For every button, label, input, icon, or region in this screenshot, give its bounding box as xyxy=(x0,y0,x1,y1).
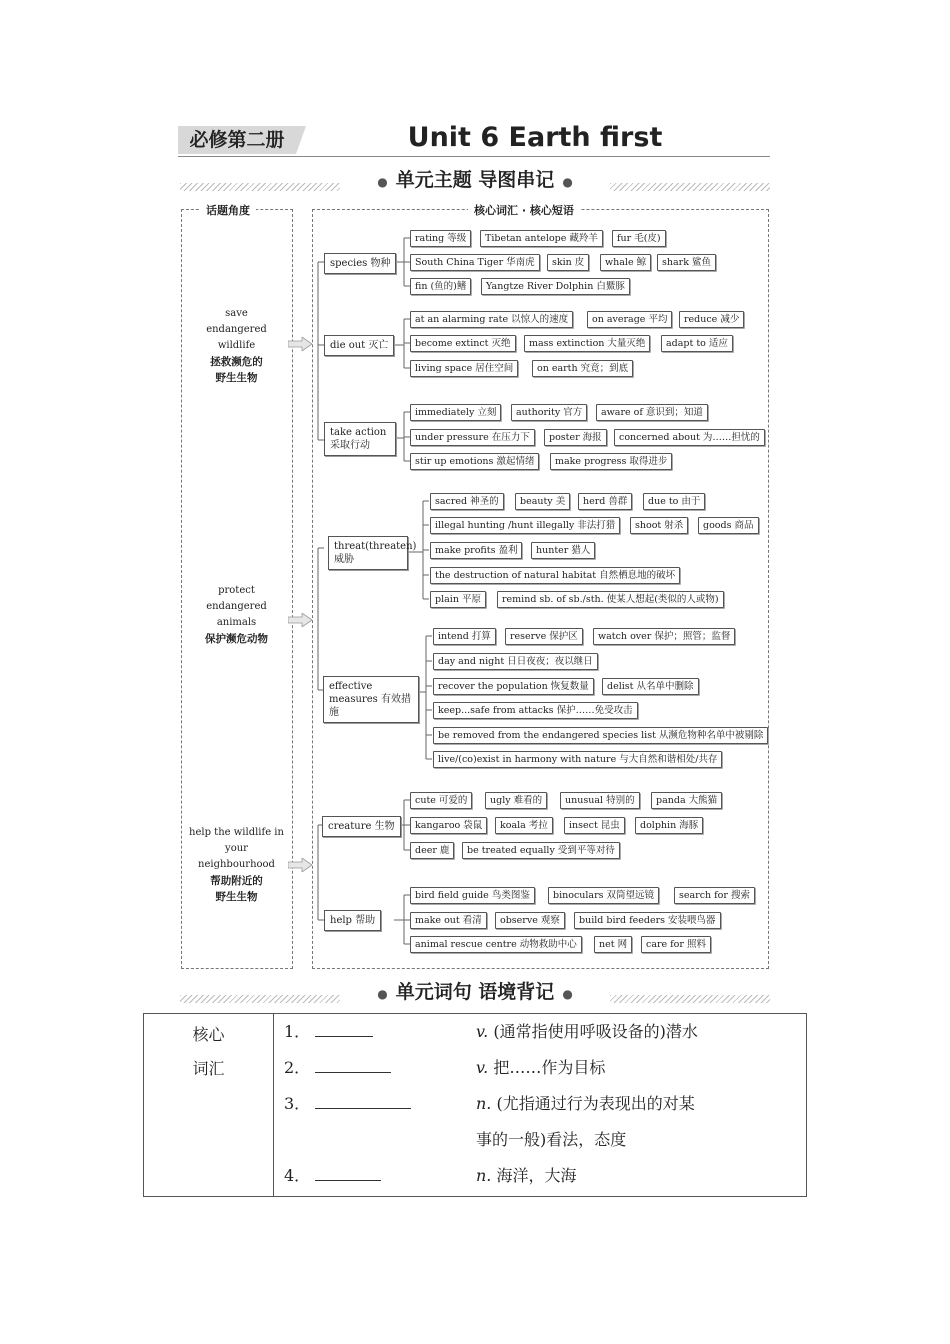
vocab-chip: on average 平均 xyxy=(587,311,672,328)
topic-en: help the wildlife in your neighbourhood xyxy=(189,827,284,870)
vocab-chip: search for 搜索 xyxy=(674,887,755,904)
vocab-chip: make progress 取得进步 xyxy=(550,453,672,470)
vocab-chip: build bird feeders 安装喂鸟器 xyxy=(574,912,721,929)
vocab-definition: v. (通常指使用呼吸设备的)潜水 xyxy=(476,1022,698,1041)
vocab-chip: shark 鲨鱼 xyxy=(657,254,716,271)
category-species: species 物种 xyxy=(324,253,396,274)
vocab-definition: 事的一般)看法，态度 xyxy=(476,1130,627,1149)
vocab-chip: keep...safe from attacks 保护……免受攻击 xyxy=(433,702,638,719)
vocab-chip: authority 官方 xyxy=(511,404,587,421)
vocab-chip: make out 看清 xyxy=(410,912,487,929)
vocab-chip: plain 平原 xyxy=(430,591,486,608)
book-volume-tag: 必修第二册 xyxy=(178,126,296,154)
vocab-chip: rating 等级 xyxy=(410,230,471,247)
vocab-chip: sacred 神圣的 xyxy=(430,493,504,510)
vocab-item xyxy=(274,1050,806,1086)
vocab-chip: intend 打算 xyxy=(433,628,496,645)
topic-angle-label: 话题角度 xyxy=(200,202,256,218)
vocab-chip: at an alarming rate 以惊人的速度 xyxy=(410,311,573,328)
section1-title: ● 单元主题 导图串记 ● xyxy=(340,168,610,192)
vocab-chip: recover the population 恢复数量 xyxy=(433,678,594,695)
vocab-chip: live/(co)exist in harmony with nature 与大自然和谐相处/共存 xyxy=(433,751,722,768)
vocab-chip: herd 兽群 xyxy=(578,493,632,510)
vocab-chip: due to 由于 xyxy=(643,493,705,510)
topic-en: save endangered wildlife xyxy=(206,308,267,351)
vocab-item xyxy=(274,1158,806,1194)
topic-en: protect endangered animals xyxy=(206,585,267,628)
vocab-header-cell xyxy=(144,1014,274,1197)
category-effective-measures: effective measures 有效措施 xyxy=(323,676,419,723)
section2-title: ● 单元词句 语境背记 ● xyxy=(340,980,610,1004)
vocab-chip: ugly 难看的 xyxy=(485,792,547,809)
vocab-header-line2: 词汇 xyxy=(192,1059,225,1078)
vocab-chip: net 网 xyxy=(594,936,632,953)
answer-blank[interactable] xyxy=(315,1090,411,1109)
vocab-chip: fur 毛(皮) xyxy=(612,230,666,247)
vocab-num: 4． xyxy=(284,1158,381,1194)
topic-cn: 帮助附近的野生生物 xyxy=(210,875,263,903)
vocab-chip: day and night 日日夜夜；夜以继日 xyxy=(433,653,598,670)
core-vocab-table xyxy=(143,1013,807,1197)
vocab-item xyxy=(274,1014,806,1050)
vocab-chip: the destruction of natural habitat 自然栖息地的破坏 xyxy=(430,567,680,584)
vocab-chip: fin (鱼的)鳍 xyxy=(410,278,471,295)
vocab-chip: remind sb. of sb./sth. 使某人想起(类似的人或物) xyxy=(497,591,724,608)
section1-title-text: 单元主题 导图串记 xyxy=(395,169,555,191)
vocab-chip: be treated equally 受到平等对待 xyxy=(462,842,620,859)
vocab-chip: living space 居住空间 xyxy=(410,360,518,377)
vocab-chip: unusual 特别的 xyxy=(560,792,640,809)
vocab-definition: n. (尤指通过行为表现出的对某 xyxy=(476,1094,695,1113)
category-creature: creature 生物 xyxy=(322,816,401,837)
vocab-chip: watch over 保护；照管；监督 xyxy=(593,628,735,645)
vocab-num: 2． xyxy=(284,1050,391,1086)
vocab-chip: concerned about 为……担忧的 xyxy=(614,429,765,446)
vocab-chip: binoculars 双筒望远镜 xyxy=(548,887,659,904)
vocab-item-continued xyxy=(274,1122,806,1158)
vocab-chip: Yangtze River Dolphin 白鱀豚 xyxy=(481,278,630,295)
vocab-chip: immediately 立刻 xyxy=(410,404,501,421)
vocab-chip: stir up emotions 激起情绪 xyxy=(410,453,539,470)
vocab-chip: illegal hunting /hunt illegally 非法打猎 xyxy=(430,517,620,534)
vocab-chip: care for 照料 xyxy=(641,936,711,953)
vocab-definition: n. 海洋，大海 xyxy=(476,1166,577,1185)
vocab-chip: become extinct 灭绝 xyxy=(410,335,516,352)
arrow-right-icon xyxy=(288,613,312,627)
arrow-right-icon xyxy=(288,337,312,351)
section2-title-text: 单元词句 语境背记 xyxy=(395,981,555,1003)
topic-help-neighbourhood xyxy=(183,825,290,905)
vocab-chip: cute 可爱的 xyxy=(410,792,472,809)
vocab-chip: shoot 射杀 xyxy=(630,517,688,534)
vocab-chip: bird field guide 鸟类图鉴 xyxy=(410,887,535,904)
vocab-chip: deer 鹿 xyxy=(410,842,454,859)
vocab-items-cell xyxy=(274,1014,807,1197)
topic-cn: 保护濒危动物 xyxy=(205,633,268,645)
vocab-num: 1． xyxy=(284,1014,373,1050)
answer-blank[interactable] xyxy=(315,1054,391,1073)
topic-cn: 拯救濒危的野生生物 xyxy=(210,356,263,384)
vocab-header-line1: 核心 xyxy=(192,1025,225,1044)
vocab-chip: observe 观察 xyxy=(495,912,565,929)
arrow-right-icon xyxy=(288,858,312,872)
vocab-chip: animal rescue centre 动物救助中心 xyxy=(410,936,582,953)
vocab-item xyxy=(274,1086,806,1122)
vocab-chip: mass extinction 大量灭绝 xyxy=(524,335,650,352)
vocab-chip: make profits 盈利 xyxy=(430,542,522,559)
vocab-chip: under pressure 在压力下 xyxy=(410,429,535,446)
vocab-definition: v. 把……作为目标 xyxy=(476,1058,606,1077)
vocab-chip: dolphin 海豚 xyxy=(635,817,703,834)
vocab-chip: kangaroo 袋鼠 xyxy=(410,817,487,834)
vocab-chip: koala 考拉 xyxy=(495,817,553,834)
topic-save-wildlife xyxy=(183,306,290,386)
category-help: help 帮助 xyxy=(324,910,381,931)
vocab-chip: reserve 保护区 xyxy=(505,628,583,645)
category-take-action: take action 采取行动 xyxy=(324,422,396,456)
unit-title: Unit 6 Earth first xyxy=(407,122,663,153)
vocab-chip: goods 商品 xyxy=(698,517,759,534)
vocab-chip: reduce 减少 xyxy=(679,311,744,328)
vocab-chip: skin 皮 xyxy=(547,254,589,271)
vocab-chip: insect 昆虫 xyxy=(564,817,625,834)
category-die-out: die out 灭亡 xyxy=(324,335,394,356)
category-threat: threat(threaten) 威胁 xyxy=(328,536,408,570)
vocab-chip: aware of 意识到；知道 xyxy=(596,404,708,421)
vocab-chip: delist 从名单中删除 xyxy=(602,678,699,695)
vocab-chip: whale 鲸 xyxy=(600,254,651,271)
vocab-chip: hunter 猎人 xyxy=(531,542,595,559)
answer-blank[interactable] xyxy=(315,1162,381,1181)
topic-protect-animals xyxy=(183,583,290,647)
vocab-chip: panda 大熊猫 xyxy=(651,792,722,809)
vocab-chip: adapt to 适应 xyxy=(661,335,733,352)
vocab-num: 3． xyxy=(284,1086,411,1122)
answer-blank[interactable] xyxy=(315,1018,373,1037)
vocab-chip: on earth 究竟；到底 xyxy=(532,360,633,377)
vocab-chip: South China Tiger 华南虎 xyxy=(410,254,540,271)
vocab-chip: Tibetan antelope 藏羚羊 xyxy=(480,230,603,247)
vocab-chip: be removed from the endangered species list 从濒危物种名单中被剔除 xyxy=(433,727,768,744)
vocab-chip: poster 海报 xyxy=(544,429,607,446)
vocab-chip: beauty 美 xyxy=(515,493,570,510)
core-vocab-label: 核心词汇 · 核心短语 xyxy=(468,202,580,218)
